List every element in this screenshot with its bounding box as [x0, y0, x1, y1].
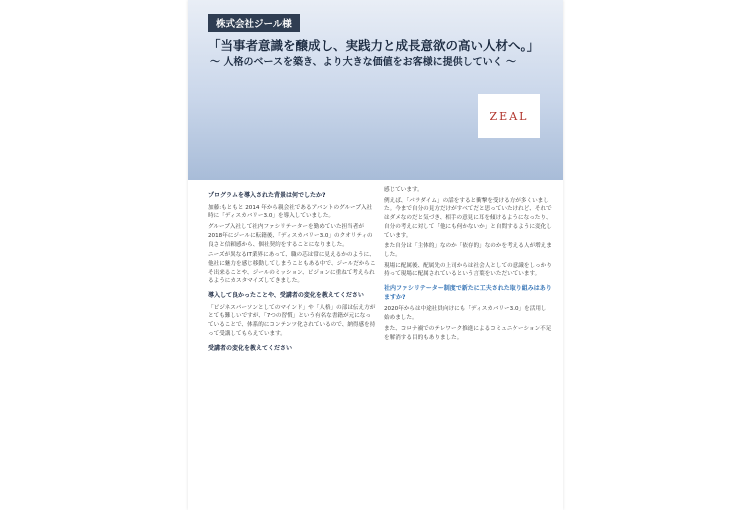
left-column — [208, 186, 376, 356]
paragraph: 現場に配属後、配属先の上司からは社会人としての意識をしっかり持って現場に配属されているという言葉をいただいています。 — [384, 262, 552, 278]
logo-text: ZEAL — [489, 109, 529, 123]
section-heading: 受講者の変化を教えてください — [208, 344, 293, 352]
subheadline: 〜 人格のベースを築き、より大きな価値をお客様に提供していく 〜 — [210, 57, 517, 68]
paragraph: 2020年からは中途社員向けにも「ディスカバリー3.0」を活用し始めました。 — [384, 306, 547, 322]
section-heading: 導入して良かったことや、受講者の変化を教えてください — [208, 292, 364, 300]
paragraph: また自分は「主体的」なのか「依存的」なのかを考える人が増えました。 — [384, 243, 552, 258]
right-column — [384, 186, 552, 344]
paragraph: 感じています。 — [384, 187, 423, 193]
section-heading: プログラムを導入された背景は何でしたか? — [208, 192, 326, 199]
paragraph: また、コロナ禍でのテレワーク推進によるコミュニケーション不足を解消する目的もありました。 — [384, 325, 552, 341]
document-page — [188, 0, 563, 510]
section-heading: 社内ファシリテーター制度で新たに工夫された取り組みはありますか? — [384, 285, 552, 301]
paragraph: 例えば、「パラダイム」の話をすると衝撃を受ける方が多くいました。今まで自分の見方だけがすべてだと思っていたけれど、それではダメなのだと気づき、相手の意見に耳を傾けるようになったり、自分の考えに対して「他にも何かないか」と自問するように変化しています。 — [384, 197, 552, 239]
company-tag: 株式会社ジール様 — [208, 14, 300, 32]
paragraph: 「ビジネスパーソンとしてのマインド」や「人格」の部は伝え方がとても難しいですが、「7つの習慣」という有名な書籍が元になっていることで、体系的にコンテンツ化されているので、納得感を持って受講してもらえています。 — [208, 304, 376, 337]
header-band — [188, 0, 563, 180]
paragraph: 加藤:もともと 2014 年から親会社であるアバントのグループ入社時に「ディスカバリー3.0」を導入していました。 — [208, 204, 373, 220]
company-logo — [478, 94, 540, 138]
paragraph: ニーズが異なるIT業界にあって、職の芯は常に見えるかのように、他社に魅力を感じ移動してしまうこともある中で、ジールだからこそ出来ることや、ジールのミッション、ビジョンに重ねて考えられるようにカスタマイズしてきました。 — [208, 252, 376, 285]
headline: 「当事者意識を醸成し、実践力と成長意欲の高い人材へ。」 — [208, 38, 540, 53]
paragraph: グループ入社して社内ファシリテーターを勤めていた担当者が2018年にジールに転籍後、「ディスカバリー3.0」のクオリティの良さと信頼感から、個社契約をすることになりました。 — [208, 224, 373, 248]
